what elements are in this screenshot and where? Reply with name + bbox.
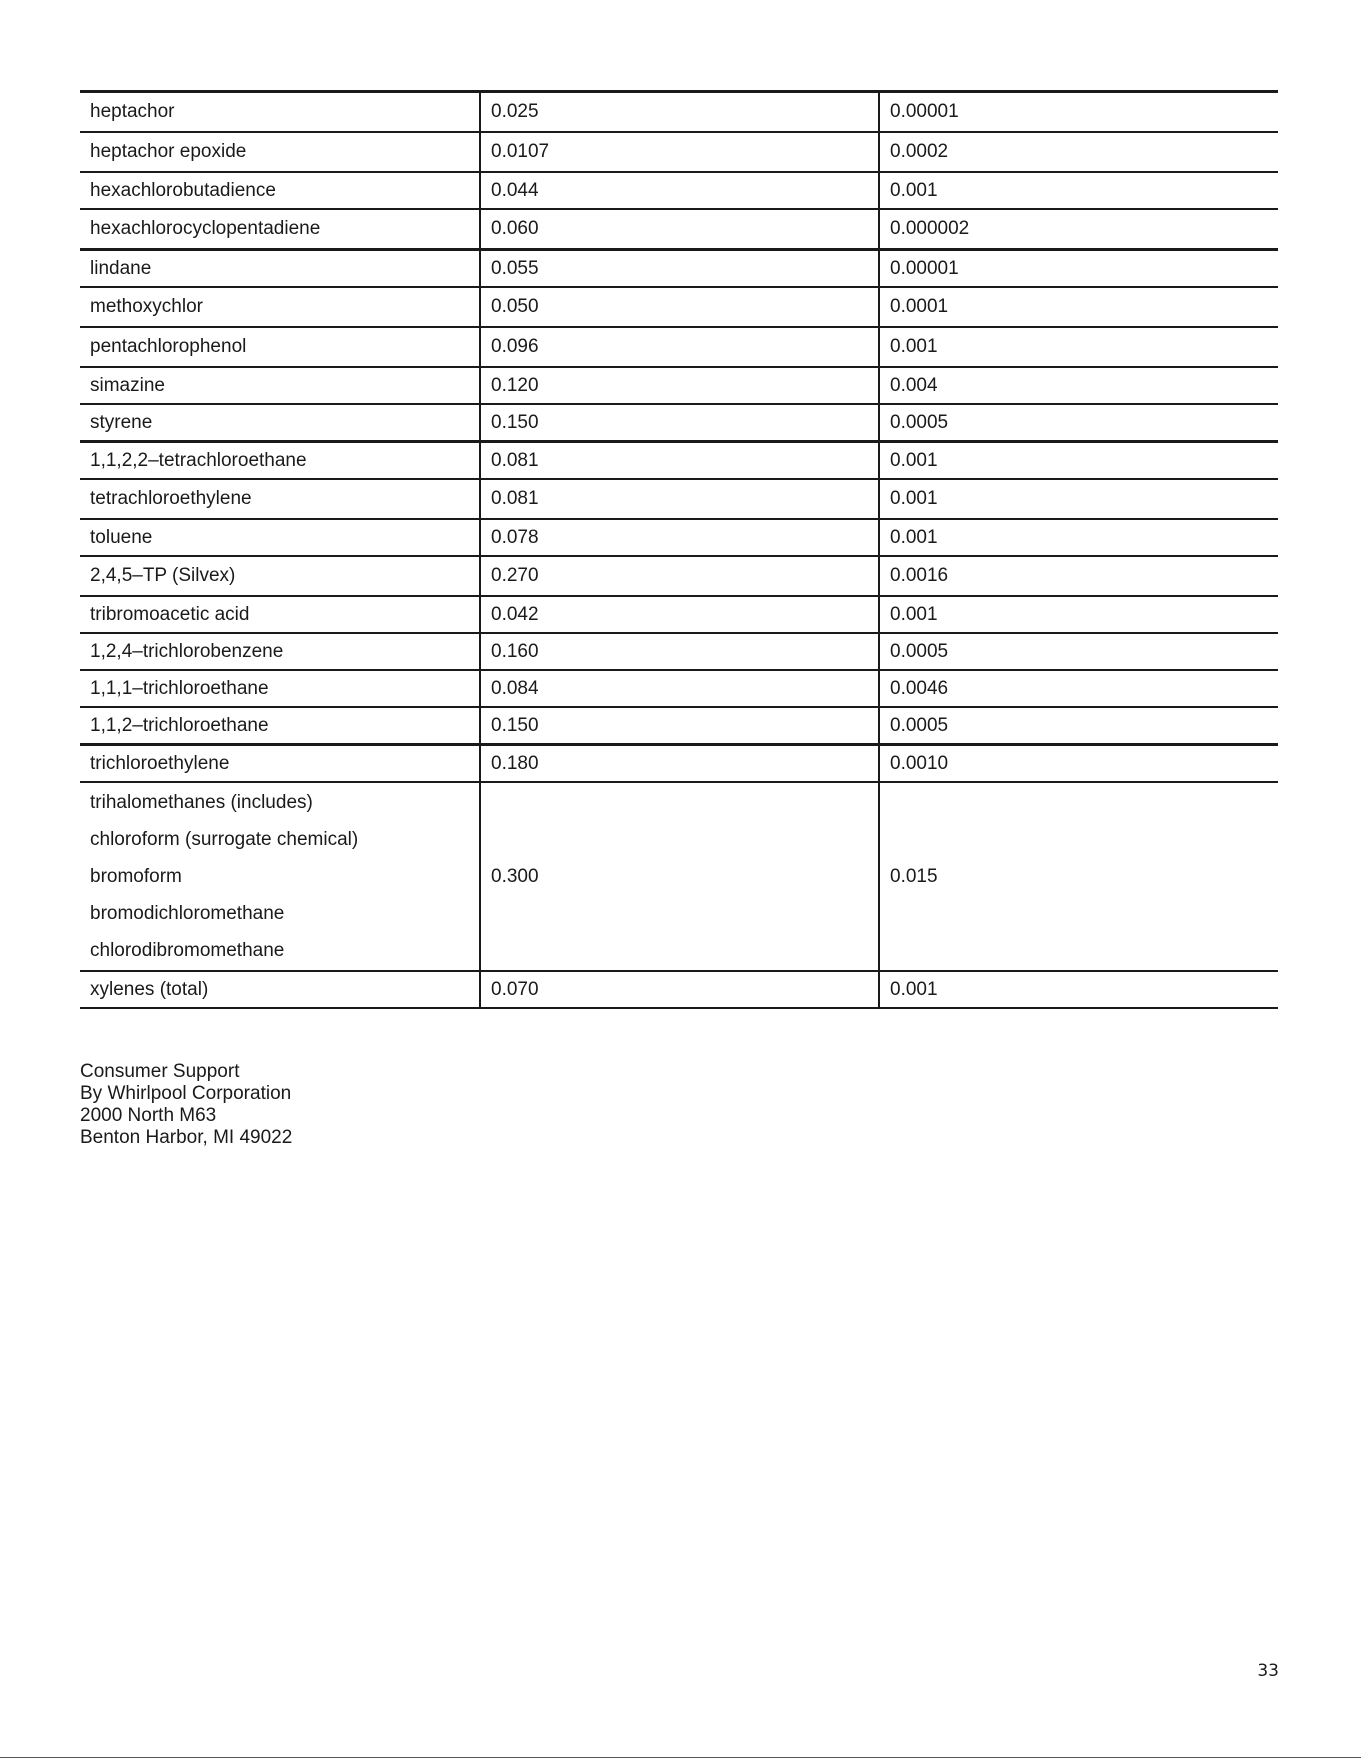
table-row xyxy=(80,707,1278,745)
table-row xyxy=(80,132,1278,172)
value-cell: 0.050 xyxy=(480,287,879,327)
chemical-name-cell: styrene xyxy=(80,404,480,442)
chemical-name-cell: heptachor xyxy=(80,92,480,133)
value-cell: 0.044 xyxy=(480,172,879,209)
value-cell: 0.001 xyxy=(879,596,1278,633)
table-row xyxy=(80,633,1278,670)
value-cell: 0.001 xyxy=(879,442,1278,480)
value-cell: 0.055 xyxy=(480,250,879,288)
value-cell: 0.084 xyxy=(480,670,879,707)
trihalomethanes-line: chloroform (surrogate chemical) xyxy=(90,829,359,850)
value-cell: 0.070 xyxy=(480,971,879,1008)
table-row xyxy=(80,971,1278,1008)
chemical-name-cell: 1,2,4–trichlorobenzene xyxy=(80,633,480,670)
chemical-name-cell: trichloroethylene xyxy=(80,745,480,783)
table-row xyxy=(80,745,1278,783)
value-cell: 0.000002 xyxy=(879,209,1278,250)
value-cell: 0.0107 xyxy=(480,132,879,172)
value-cell: 0.300 xyxy=(480,782,879,971)
table-row xyxy=(80,287,1278,327)
chemical-name-cell: pentachlorophenol xyxy=(80,327,480,367)
table-row xyxy=(80,367,1278,404)
value-cell: 0.0001 xyxy=(879,287,1278,327)
value-cell: 0.160 xyxy=(480,633,879,670)
trihalomethanes-line: trihalomethanes (includes) xyxy=(90,792,313,813)
value-cell: 0.015 xyxy=(879,782,1278,971)
chemical-name-cell xyxy=(80,782,480,971)
chemical-name-cell: tribromoacetic acid xyxy=(80,596,480,633)
value-cell: 0.0005 xyxy=(879,633,1278,670)
value-cell: 0.042 xyxy=(480,596,879,633)
value-cell: 0.0005 xyxy=(879,707,1278,745)
chemical-name-cell: simazine xyxy=(80,367,480,404)
chemical-name-cell: tetrachloroethylene xyxy=(80,479,480,519)
trihalomethanes-line: bromoform xyxy=(90,866,182,887)
table-row xyxy=(80,92,1278,133)
value-cell: 0.004 xyxy=(879,367,1278,404)
table-row xyxy=(80,670,1278,707)
value-cell: 0.0016 xyxy=(879,556,1278,596)
chemical-name-cell: heptachor epoxide xyxy=(80,132,480,172)
table-row xyxy=(80,172,1278,209)
table-row xyxy=(80,596,1278,633)
table-row xyxy=(80,442,1278,480)
page-number: 33 xyxy=(1257,1661,1279,1681)
value-cell: 0.060 xyxy=(480,209,879,250)
chemical-name-cell: 1,1,2,2–tetrachloroethane xyxy=(80,442,480,480)
table-row-trihalomethanes xyxy=(80,782,1278,971)
table-row xyxy=(80,209,1278,250)
value-cell: 0.096 xyxy=(480,327,879,367)
value-cell: 0.150 xyxy=(480,404,879,442)
bottom-divider xyxy=(0,1757,1361,1758)
address-line: Benton Harbor, MI 49022 xyxy=(80,1127,293,1148)
chemical-name-cell: 2,4,5–TP (Silvex) xyxy=(80,556,480,596)
value-cell: 0.00001 xyxy=(879,92,1278,133)
value-cell: 0.270 xyxy=(480,556,879,596)
chemical-name-cell: 1,1,2–trichloroethane xyxy=(80,707,480,745)
value-cell: 0.001 xyxy=(879,327,1278,367)
value-cell: 0.0010 xyxy=(879,745,1278,783)
value-cell: 0.0046 xyxy=(879,670,1278,707)
value-cell: 0.025 xyxy=(480,92,879,133)
address-line: By Whirlpool Corporation xyxy=(80,1083,292,1104)
value-cell: 0.00001 xyxy=(879,250,1278,288)
table-row xyxy=(80,556,1278,596)
chemical-name-cell: lindane xyxy=(80,250,480,288)
contaminant-table xyxy=(80,90,1278,1009)
chemical-name-cell: 1,1,1–trichloroethane xyxy=(80,670,480,707)
value-cell: 0.0005 xyxy=(879,404,1278,442)
table-row xyxy=(80,250,1278,288)
address-line: 2000 North M63 xyxy=(80,1105,217,1126)
address-line: Consumer Support xyxy=(80,1061,240,1082)
chemical-name-cell: hexachlorocyclopentadiene xyxy=(80,209,480,250)
value-cell: 0.150 xyxy=(480,707,879,745)
trihalomethanes-line: bromodichloromethane xyxy=(90,903,285,924)
table-row xyxy=(80,479,1278,519)
value-cell: 0.001 xyxy=(879,479,1278,519)
chemical-name-cell: xylenes (total) xyxy=(80,971,480,1008)
contact-address xyxy=(80,1061,292,1149)
value-cell: 0.0002 xyxy=(879,132,1278,172)
value-cell: 0.001 xyxy=(879,172,1278,209)
value-cell: 0.078 xyxy=(480,519,879,556)
table-row xyxy=(80,327,1278,367)
value-cell: 0.081 xyxy=(480,442,879,480)
value-cell: 0.120 xyxy=(480,367,879,404)
chemical-name-cell: toluene xyxy=(80,519,480,556)
value-cell: 0.001 xyxy=(879,971,1278,1008)
chemical-name-cell: methoxychlor xyxy=(80,287,480,327)
value-cell: 0.081 xyxy=(480,479,879,519)
table-row xyxy=(80,404,1278,442)
chemical-name-cell: hexachlorobutadience xyxy=(80,172,480,209)
trihalomethanes-line: chlorodibromomethane xyxy=(90,940,285,961)
value-cell: 0.180 xyxy=(480,745,879,783)
value-cell: 0.001 xyxy=(879,519,1278,556)
table-row xyxy=(80,519,1278,556)
